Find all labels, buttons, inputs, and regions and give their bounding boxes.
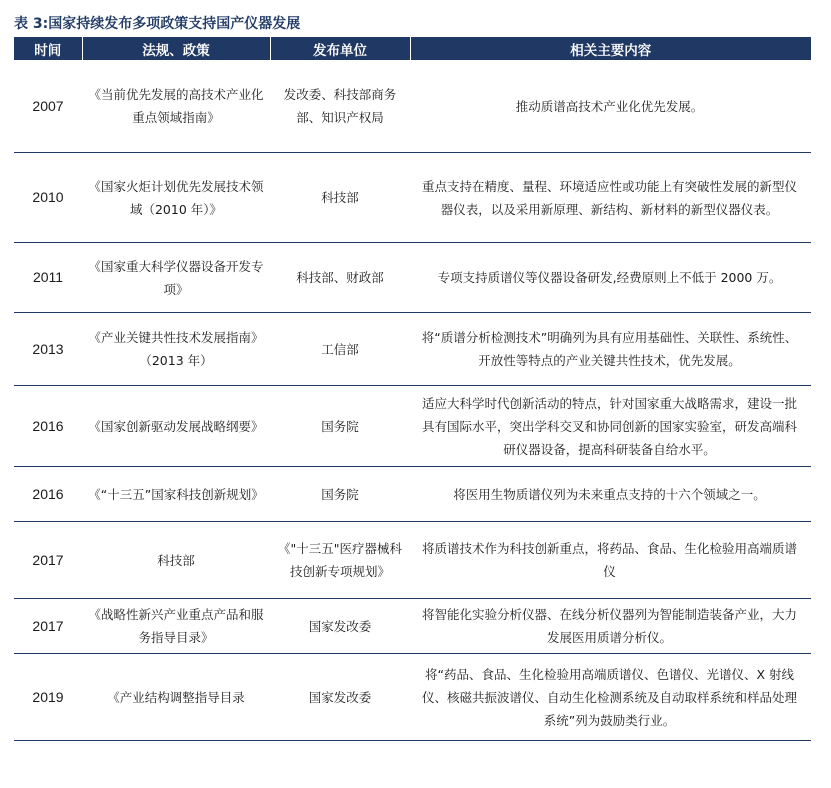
table-row (14, 467, 811, 522)
cell-year: 2016 (14, 467, 82, 522)
cell-year: 2017 (14, 522, 82, 599)
cell-issuer: 国务院 (270, 467, 410, 522)
cell-year: 2011 (14, 243, 82, 313)
cell-content: 将质谱技术作为科技创新重点，将药品、食品、生化检验用高端质谱仪 (410, 522, 811, 599)
cell-issuer: 《"十三五"医疗器械科技创新专项规划》 (270, 522, 410, 599)
cell-content: 重点支持在精度、量程、环境适应性或功能上有突破性发展的新型仪器仪表，以及采用新原理、新结构、新材料的新型仪器仪表。 (410, 153, 811, 243)
cell-year: 2019 (14, 654, 82, 741)
table-row (14, 153, 811, 243)
cell-year: 2017 (14, 599, 82, 654)
cell-policy: 科技部 (82, 522, 270, 599)
cell-content: 将“质谱分析检测技术”明确列为具有应用基础性、关联性、系统性、开放性等特点的产业关键共性技术，优先发展。 (410, 313, 811, 386)
table-row (14, 60, 811, 153)
table-header-row (14, 37, 811, 60)
cell-content: 将医用生物质谱仪列为未来重点支持的十六个领域之一。 (410, 467, 811, 522)
header-issuer: 发布单位 (270, 37, 410, 60)
header-policy: 法规、政策 (82, 37, 270, 60)
cell-year: 2007 (14, 60, 82, 153)
cell-year: 2016 (14, 386, 82, 467)
cell-content: 将智能化实验分析仪器、在线分析仪器列为智能制造装备产业，大力发展医用质谱分析仪。 (410, 599, 811, 654)
table-row (14, 522, 811, 599)
header-year: 时间 (14, 37, 82, 60)
table-row (14, 386, 811, 467)
cell-issuer: 发改委、科技部商务部、知识产权局 (270, 60, 410, 153)
cell-content: 推动质谱高技术产业化优先发展。 (410, 60, 811, 153)
cell-policy: 《产业结构调整指导目录 (82, 654, 270, 741)
cell-issuer: 工信部 (270, 313, 410, 386)
cell-issuer: 国家发改委 (270, 654, 410, 741)
header-content: 相关主要内容 (410, 37, 811, 60)
table-row (14, 243, 811, 313)
cell-issuer: 国家发改委 (270, 599, 410, 654)
cell-policy: 《当前优先发展的高技术产业化重点领域指南》 (82, 60, 270, 153)
table-caption: 表 3:国家持续发布多项政策支持国产仪器发展 (14, 16, 301, 32)
cell-issuer: 科技部 (270, 153, 410, 243)
cell-policy: 《产业关键共性技术发展指南》（2013 年） (82, 313, 270, 386)
cell-content: 适应大科学时代创新活动的特点，针对国家重大战略需求，建设一批具有国际水平，突出学科交叉和协同创新的国家实验室，研发高端科研仪器设备，提高科研装备自给水平。 (410, 386, 811, 467)
cell-policy: 《战略性新兴产业重点产品和服务指导目录》 (82, 599, 270, 654)
table-row (14, 599, 811, 654)
policy-table (14, 37, 811, 741)
cell-issuer: 国务院 (270, 386, 410, 467)
cell-content: 专项支持质谱仪等仪器设备研发,经费原则上不低于 2000 万。 (410, 243, 811, 313)
table-row (14, 313, 811, 386)
cell-year: 2013 (14, 313, 82, 386)
cell-policy: 《国家重大科学仪器设备开发专项》 (82, 243, 270, 313)
cell-content: 将“药品、食品、生化检验用高端质谱仪、色谱仪、光谱仪、X 射线仪、核磁共振波谱仪、自动生化检测系统及自动取样系统和样品处理系统”列为鼓励类行业。 (410, 654, 811, 741)
cell-issuer: 科技部、财政部 (270, 243, 410, 313)
cell-policy: 《国家创新驱动发展战略纲要》 (82, 386, 270, 467)
cell-policy: 《国家火炬计划优先发展技术领域（2010 年）》 (82, 153, 270, 243)
cell-year: 2010 (14, 153, 82, 243)
table-row (14, 654, 811, 741)
cell-policy: 《“十三五”国家科技创新规划》 (82, 467, 270, 522)
